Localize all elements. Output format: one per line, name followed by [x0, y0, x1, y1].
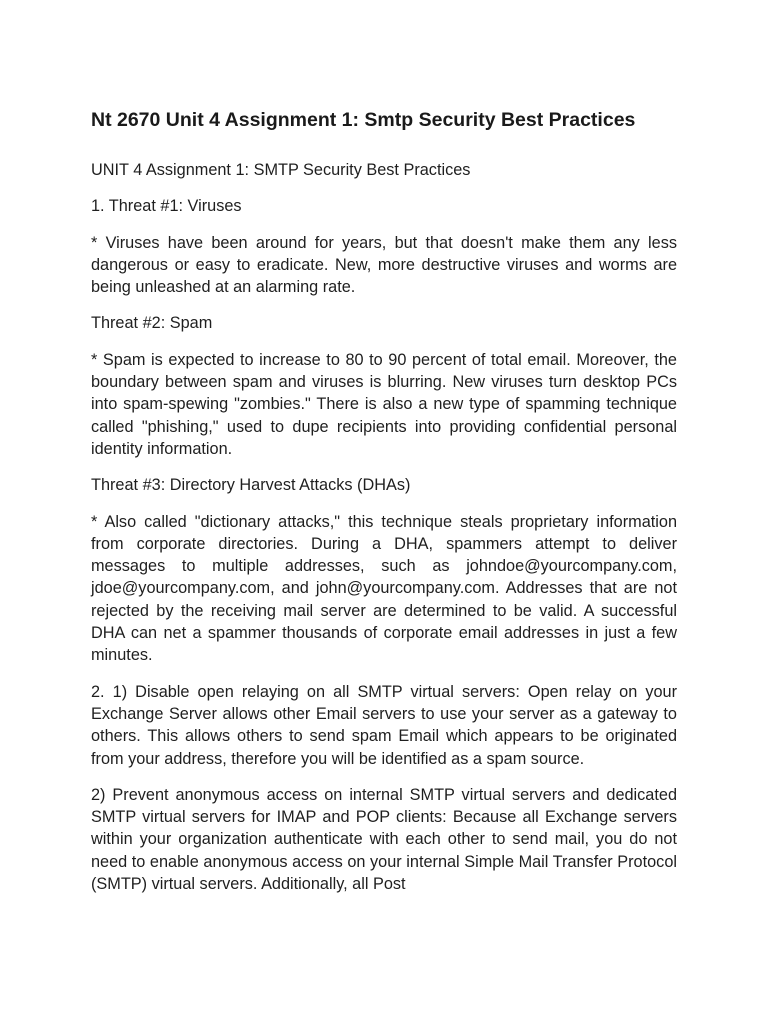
threat-3-heading: Threat #3: Directory Harvest Attacks (DHAs) [91, 476, 411, 495]
practice-1-paragraph: 2. 1) Disable open relaying on all SMTP virtual servers: Open relay on your Exchange Server allows other Email servers to use your server as a gateway to others. This allows others to send spam Email which appears to be originated from your address, therefore you will be identified as a spam source. [91, 682, 677, 768]
threat-3-paragraph: * Also called "dictionary attacks," this technique steals proprietary information from corporate directories. During a DHA, spammers attempt to deliver messages to multiple addresses, such as johndoe@yourcompany.com, jdoe@yourcompany.com, and john@yourcompany.com. Addresses that are not rejected by the receiving mail server are determined to be valid. A successful DHA can net a spammer thousands of corporate email addresses in just a few minutes. [91, 512, 677, 665]
threat-1-heading: 1. Threat #1: Viruses [91, 197, 242, 216]
threat-1-paragraph: * Viruses have been around for years, but that doesn't make them any less dangerous or easy to eradicate. New, more destructive viruses and worms are being unleashed at an alarming rate. [91, 233, 677, 297]
threat-2-heading: Threat #2: Spam [91, 314, 213, 333]
practice-2-paragraph: 2) Prevent anonymous access on internal SMTP virtual servers and dedicated SMTP virtual servers for IMAP and POP clients: Because all Exchange servers within your organization authenticate with each other to send mail, you do not need to enable anonymous access on your internal Simple Mail Transfer Protocol (SMTP) virtual servers. Additionally, all Post [91, 785, 677, 894]
threat-2-paragraph: * Spam is expected to increase to 80 to 90 percent of total email. Moreover, the boundary between spam and viruses is blurring. New viruses turn desktop PCs into spam-spewing "zombies." There is also a new type of spamming technique called "phishing," used to dupe recipients into providing confidential personal identity information. [91, 350, 677, 458]
assignment-subtitle: UNIT 4 Assignment 1: SMTP Security Best Practices [91, 161, 471, 179]
document-title: Nt 2670 Unit 4 Assignment 1: Smtp Security Best Practices [91, 109, 636, 131]
